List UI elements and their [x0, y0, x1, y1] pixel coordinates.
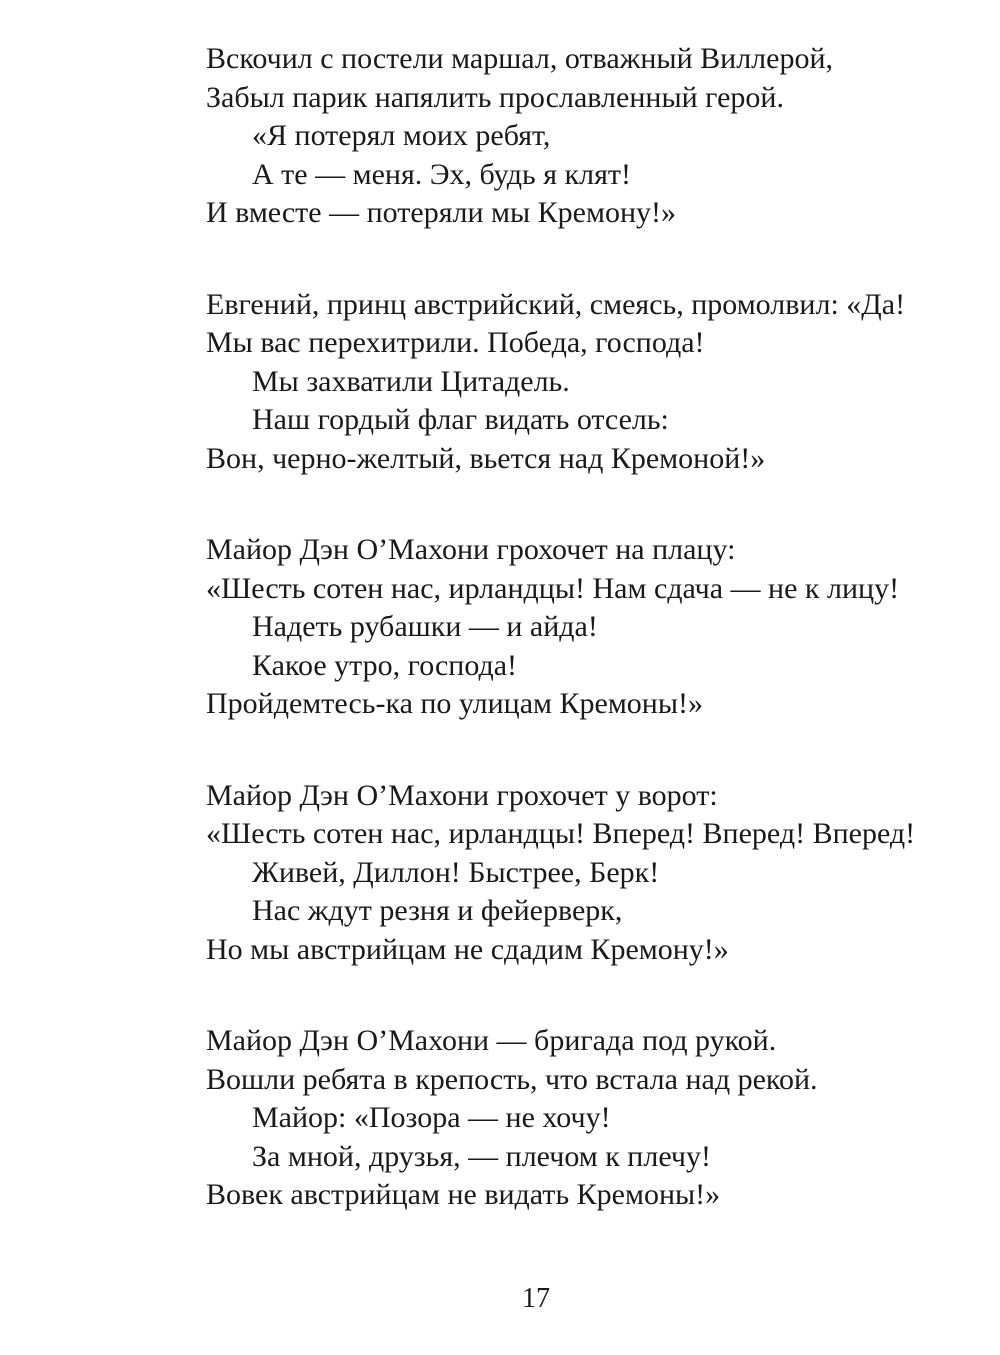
stanza-1 — [206, 40, 986, 233]
poem-line-indented: А те — меня. Эх, будь я клят! — [252, 157, 631, 191]
poem-line-indented: «Я потерял моих ребят, — [252, 119, 551, 152]
poem-line: Но мы австрийцам не сдадим Кремону!» — [206, 932, 729, 966]
poem-line: Майор Дэн О’Махони грохочет на плацу: — [206, 533, 736, 566]
poem-line-indented: Какое утро, господа! — [252, 648, 518, 682]
page-number: 17 — [522, 1283, 550, 1314]
poem-line: Евгений, принц австрийский, смеясь, промолвил: «Да! — [206, 287, 906, 321]
poem-line: Забыл парик напялить прославленный герой. — [206, 80, 784, 114]
poem-line: Мы вас перехитрили. Победа, господа! — [206, 326, 705, 359]
stanza-5 — [206, 1022, 986, 1215]
poem-line-indented: Живей, Диллон! Быстрее, Берк! — [252, 855, 660, 889]
stanza-3 — [206, 531, 986, 724]
stanza-4 — [206, 777, 986, 970]
poem-line: Вскочил с постели маршал, отважный Виллерой, — [206, 42, 834, 75]
poem-line: Вон, черно-желтый, вьется над Кремоной!» — [206, 441, 766, 475]
poem-line: Майор Дэн О’Махони — бригада под рукой. — [206, 1024, 777, 1057]
poem-line: «Шесть сотен нас, ирландцы! Нам сдача — не к лицу! — [206, 571, 900, 605]
poem-line: Вовек австрийцам не видать Кремоны!» — [206, 1178, 721, 1211]
poem-line: Пройдемтесь-ка по улицам Кремоны!» — [206, 687, 704, 720]
poem-line-indented: Майор: «Позора — не хочу! — [252, 1101, 611, 1134]
poem-line: Вошли ребята в крепость, что встала над рекой. — [206, 1062, 818, 1096]
poem — [206, 40, 986, 1268]
stanza-2 — [206, 286, 986, 479]
poem-line-indented: Наш гордый флаг видать отсель: — [252, 403, 669, 436]
poem-line: И вместе — потеряли мы Кремону!» — [206, 196, 677, 229]
poem-line: «Шесть сотен нас, ирландцы! Вперед! Вперед! Вперед! — [206, 817, 916, 850]
poem-line: Майор Дэн О’Махони грохочет у ворот: — [206, 778, 718, 812]
poem-line-indented: За мной, друзья, — плечом к плечу! — [252, 1139, 711, 1173]
poem-line-indented: Нас ждут резня и фейерверк, — [252, 894, 623, 927]
poem-line-indented: Надеть рубашки — и айда! — [252, 610, 598, 643]
poem-line-indented: Мы захватили Цитадель. — [252, 364, 570, 398]
